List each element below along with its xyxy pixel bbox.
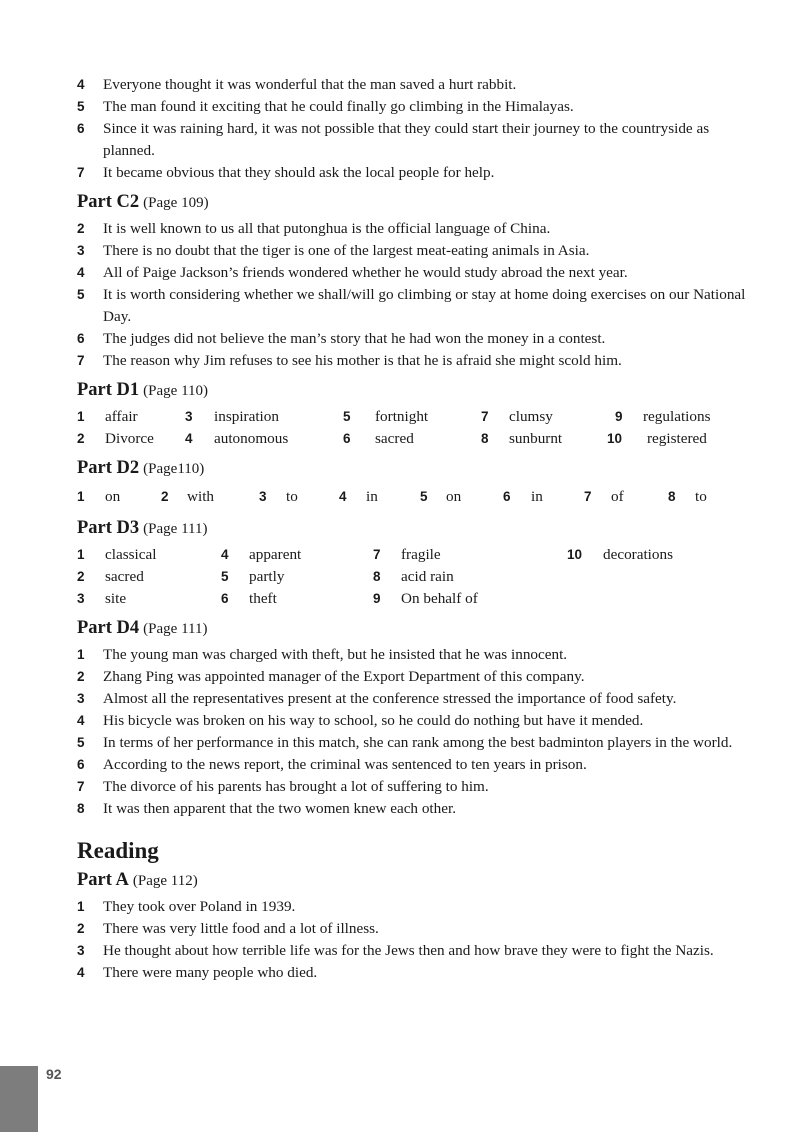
word-cell: 10 registered (607, 430, 707, 447)
word-cell: 6 sacred (343, 430, 414, 447)
grid-row (77, 406, 747, 428)
list-item: 6 Since it was raining hard, it was not possible that they could start their journey to the countryside as planned. (77, 120, 710, 159)
page-edge-tab (0, 1066, 38, 1132)
word-cell: 1 classical (77, 546, 157, 563)
word-cell: 1 on (77, 488, 121, 505)
part-c2-list (77, 218, 747, 372)
word-cell: 8 acid rain (373, 568, 454, 585)
part-c2-heading: Part C2 (Page 109) (77, 192, 209, 212)
list-item: 7 The reason why Jim refuses to see his mother is that he is afraid she might scold him. (77, 352, 622, 369)
word-cell: 7 clumsy (481, 408, 553, 425)
word-cell: 7 fragile (373, 546, 441, 563)
reading-part-a-list (77, 896, 747, 984)
word-cell: 7 of (584, 488, 624, 505)
word-cell: 4 apparent (221, 546, 302, 563)
answer-key-content (77, 74, 747, 984)
part-d4-heading: Part D4 (Page 111) (77, 618, 208, 638)
list-item: 2 Zhang Ping was appointed manager of the Export Department of this company. (77, 668, 585, 685)
part-d2-heading: Part D2 (Page110) (77, 458, 205, 478)
word-cell: 2 with (161, 488, 215, 505)
list-item: 4 There were many people who died. (77, 964, 318, 981)
word-cell: 5 partly (221, 568, 285, 585)
continued-list (77, 74, 747, 184)
word-cell: 8 to (668, 488, 707, 505)
word-cell: 10 decorations (567, 546, 674, 563)
word-cell: 3 site (77, 590, 127, 607)
word-cell: 5 fortnight (343, 408, 429, 425)
word-cell: 6 in (503, 488, 543, 505)
list-item: 5 In terms of her performance in this match, she can rank among the best badminton players in the world. (77, 734, 733, 751)
list-item: 3 There is no doubt that the tiger is one of the largest meat-eating animals in Asia. (77, 242, 590, 259)
part-d1-heading: Part D1 (Page 110) (77, 380, 209, 400)
list-item: 8 It was then apparent that the two women knew each other. (77, 800, 456, 817)
list-item: 7 The divorce of his parents has brought a lot of suffering to him. (77, 778, 489, 795)
page-number: 92 (46, 1066, 62, 1082)
grid-row (77, 428, 747, 450)
word-cell: 3 inspiration (185, 408, 279, 425)
list-item: 4 His bicycle was broken on his way to school, so he could do nothing but have it mended. (77, 712, 644, 729)
part-d4-list (77, 644, 747, 820)
word-cell: 9 On behalf of (373, 590, 478, 607)
list-item: 1 They took over Poland in 1939. (77, 898, 296, 915)
word-cell: 9 regulations (615, 408, 711, 425)
word-cell: 2 sacred (77, 568, 144, 585)
word-cell: 3 to (259, 488, 298, 505)
grid-row (77, 566, 747, 588)
word-cell: 4 in (339, 488, 378, 505)
part-d1-grid (77, 406, 747, 450)
grid-row (77, 486, 747, 508)
word-cell: 2 Divorce (77, 430, 154, 447)
list-item: 3 He thought about how terrible life was for the Jews then and how brave they were to fight the Nazis. (77, 942, 714, 959)
part-d3-grid (77, 544, 747, 610)
word-cell: 8 sunburnt (481, 430, 563, 447)
list-item: 4 All of Paige Jackson’s friends wondered whether he would study abroad the next year. (77, 264, 628, 281)
word-cell: 4 autonomous (185, 430, 289, 447)
list-item: 2 There was very little food and a lot of illness. (77, 920, 379, 937)
part-d2-grid (77, 486, 747, 508)
list-item: 7 It became obvious that they should ask the local people for help. (77, 164, 495, 181)
list-item: 5 The man found it exciting that he could finally go climbing in the Himalayas. (77, 98, 574, 115)
list-item: 6 According to the news report, the criminal was sentenced to ten years in prison. (77, 756, 587, 773)
word-cell: 5 on (420, 488, 462, 505)
word-cell: 1 affair (77, 408, 138, 425)
list-item: 1 The young man was charged with theft, but he insisted that he was innocent. (77, 646, 568, 663)
grid-row (77, 544, 747, 566)
list-item: 2 It is well known to us all that putonghua is the official language of China. (77, 220, 551, 237)
list-item: 6 The judges did not believe the man’s story that he had won the money in a contest. (77, 330, 606, 347)
list-item: 3 Almost all the representatives present at the conference stressed the importance of food safety. (77, 690, 677, 707)
list-item: 4 Everyone thought it was wonderful that the man saved a hurt rabbit. (77, 76, 517, 93)
grid-row (77, 588, 747, 610)
reading-part-a-heading: Part A (Page 112) (77, 870, 198, 890)
word-cell: 6 theft (221, 590, 277, 607)
list-item: 5 It is worth considering whether we shall/will go climbing or stay at home doing exercises on our National Day. (77, 286, 746, 325)
reading-heading: Reading (77, 838, 159, 863)
part-d3-heading: Part D3 (Page 111) (77, 518, 208, 538)
